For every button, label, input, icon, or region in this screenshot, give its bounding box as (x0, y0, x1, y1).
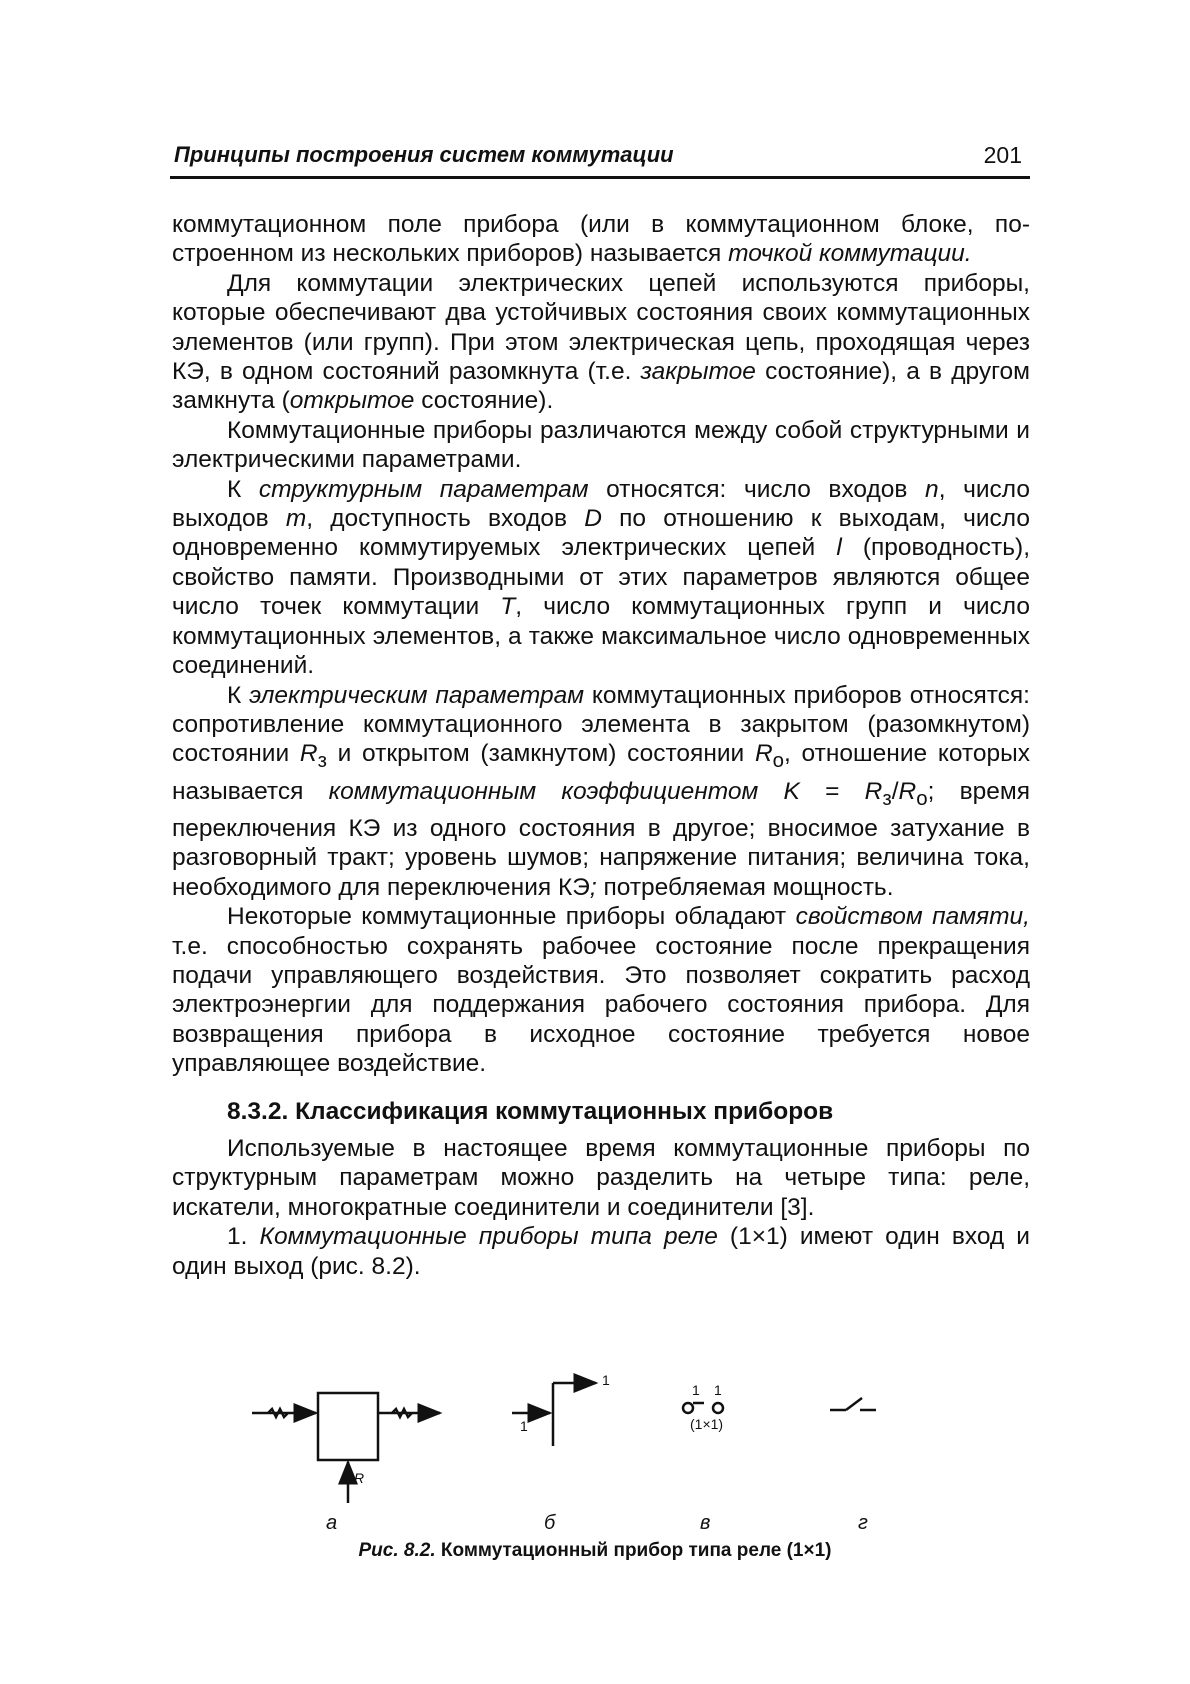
symbol-italic: m (285, 505, 307, 533)
running-header (170, 140, 1030, 179)
v-size-label: (1×1) (690, 1416, 724, 1432)
figure-caption (0, 1540, 1190, 1562)
g-switch-blade (846, 1398, 862, 1410)
symbol-italic: K (783, 777, 800, 805)
part-label-g: г (858, 1512, 868, 1534)
symbol-italic: T (500, 593, 516, 621)
subscript: о (916, 787, 928, 810)
diagram-g (830, 1398, 876, 1410)
text-run: и открытом (замкнутом) состоянии (326, 740, 755, 768)
symbol-italic: R (754, 740, 773, 768)
term-italic: электрическим параметрам (249, 681, 585, 709)
v-contact-right (713, 1403, 723, 1413)
text-run: 1. (227, 1223, 260, 1251)
term-italic: свойством памяти, (795, 903, 1030, 931)
symbol-italic: D (584, 505, 602, 533)
term-italic: открытое (289, 387, 415, 415)
text-run-italic: ; (589, 873, 597, 901)
text-run: состояние), а в другом замкнута ( (172, 358, 1030, 415)
term-italic: коммутационным коэффициентом (328, 777, 759, 805)
symbol-italic: l (836, 534, 842, 562)
text-run: , число коммутационных групп и число коммутационных элементов, а также максимальное число одновременных соединений. (172, 593, 1030, 680)
diagram-b (512, 1383, 596, 1446)
text-run: (проводность), свойство памяти. Производными от этих параметров являются общее число точек коммутации (172, 534, 1030, 621)
part-label-a: а (326, 1512, 338, 1534)
term-italic: закрытое (640, 358, 756, 386)
text-run: , число выходов (172, 475, 1030, 533)
subscript: з (882, 787, 892, 810)
diagram-v (683, 1403, 723, 1413)
b-output-label: 1 (602, 1372, 610, 1388)
symbol-italic: R (299, 740, 318, 768)
text-run: относятся: число входов (588, 475, 926, 503)
caption-text: Коммутационный прибор типа реле (1×1) (435, 1540, 832, 1561)
part-label-b: б (544, 1512, 556, 1534)
b-input-label: 1 (520, 1418, 528, 1434)
text-run: Некоторые коммутационные приборы обладают (227, 903, 796, 931)
subscript: о (772, 750, 785, 773)
text-run: , доступность входов (306, 505, 585, 533)
paragraph-1 (172, 210, 1030, 269)
text-run: потребляемая мощность. (596, 873, 894, 901)
text-run: состояние). (414, 387, 554, 415)
paragraph-8 (172, 1222, 1030, 1281)
caption-prefix: Рис. 8.2. (358, 1540, 436, 1561)
paragraph-3: Коммутационные приборы различаются между собой структурными и электрическими параметрами. (172, 416, 1030, 474)
text-run: коммутационном поле прибора (или в коммутационном блоке, построенном из нескольких приборов) называется (172, 211, 1030, 268)
running-header-title: Принципы построения систем коммутации (174, 142, 674, 167)
v-label-left: 1 (692, 1382, 700, 1398)
text-run: К (227, 475, 259, 503)
paragraph-6 (172, 902, 1030, 1078)
symbol-italic: R (864, 777, 883, 805)
body-text (172, 210, 1030, 1281)
text-run (758, 778, 783, 805)
subscript: з (317, 750, 327, 773)
v-label-right: 1 (714, 1382, 722, 1398)
control-label: R (354, 1470, 365, 1486)
text-run: , отношение которых называется (172, 740, 1030, 805)
text-run: = (799, 777, 865, 805)
text-run: т.е. способностью сохранять рабочее состояние после прекращения подачи управляющего воздействия. Это позволяет сократить расход электроэнергии для поддержания рабочего состояния прибора. Для возвращения прибора в исходное состояние требуется новое управляющее воздействие. (172, 932, 1030, 1078)
symbol-italic: R (898, 777, 917, 805)
term-italic: структурным параметрам (258, 475, 589, 503)
figure-8-2 (240, 1368, 960, 1558)
diagram-a (252, 1393, 440, 1503)
text-run: / (891, 777, 899, 805)
text-run: (1×1) имеют один вход и один выход (рис. 8.2). (172, 1223, 1030, 1280)
v-contact-left (683, 1403, 693, 1413)
term-italic: Коммутационные приборы типа реле (259, 1223, 718, 1251)
section-heading: 8.3.2. Классификация коммутационных приборов (227, 1097, 834, 1125)
symbol-italic: n (925, 475, 939, 503)
part-label-v: в (700, 1512, 711, 1534)
text-run: Для коммутации электрических цепей используются приборы, которые обеспечивают два устойчивых состояния своих коммутационных элементов (или групп). При этом электрическая цепь, проходящая через КЭ, в одном состояний разомкнута (т.е. (172, 269, 1030, 386)
term-italic: точкой коммутации. (728, 240, 972, 268)
relay-diagrams (240, 1368, 960, 1538)
paragraph-5 (172, 681, 1030, 903)
page-number: 201 (983, 142, 1022, 168)
paragraph-2 (172, 269, 1030, 416)
relay-box (318, 1393, 378, 1460)
paragraph-7: Используемые в настоящее время коммутационные приборы по структурным параметрам можно разделить на четыре типа: реле, искатели, многократные соединители и соединители [3]. (172, 1134, 1030, 1221)
paragraph-4 (172, 475, 1030, 681)
text-run: по отношению к выходам, число одновременно коммутируемых электрических цепей (172, 505, 1031, 562)
text-run: К (227, 681, 250, 709)
text-run: коммутационных приборов относятся: сопротивление коммутационного элемента в закрытом (разомкнутом) состоянии (172, 681, 1030, 768)
text-run: ; время переключения КЭ из одного состояния в другое; вносимое затухание в разговорный тракт; уровень шумов; напряжение питания; величина тока, необходимого для переключения КЭ (172, 777, 1031, 901)
